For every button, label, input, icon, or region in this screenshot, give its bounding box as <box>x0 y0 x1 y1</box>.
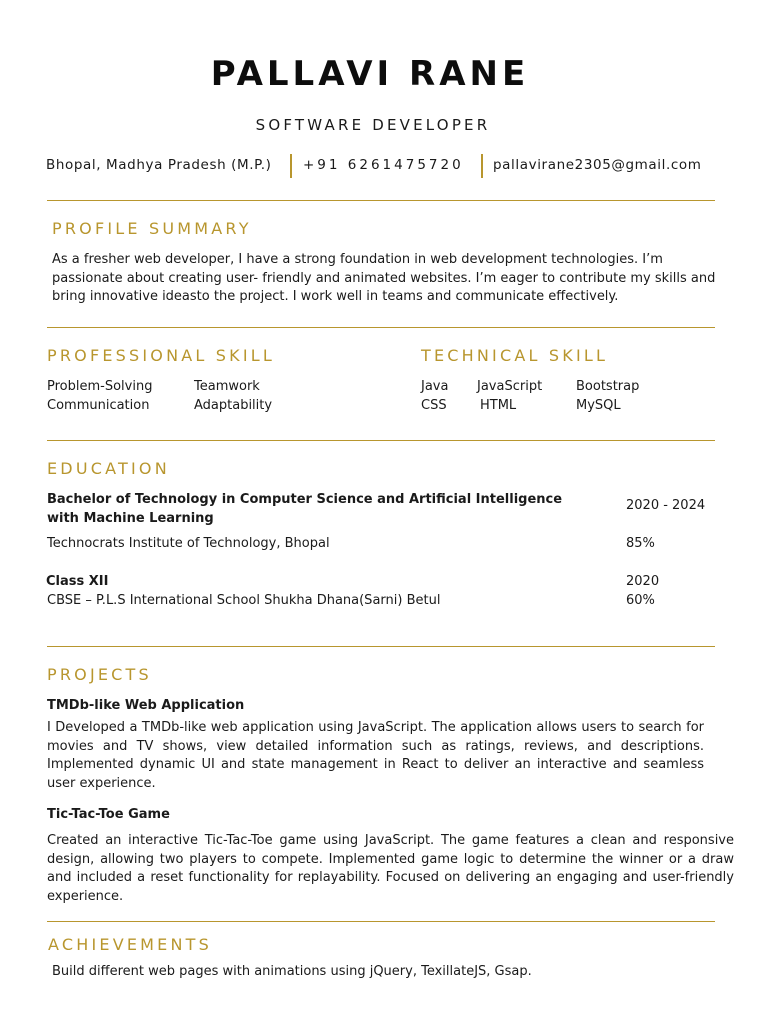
degree-title: Class XII <box>46 574 109 589</box>
email-link[interactable]: pallavirane2305@gmail.com <box>493 157 702 173</box>
skill-item: Adaptability <box>194 398 273 413</box>
education-years: 2020 - 2024 <box>626 498 706 513</box>
degree-title-continued: with Machine Learning <box>47 511 214 526</box>
project-title: Tic-Tac-Toe Game <box>47 807 170 822</box>
degree-title: Bachelor of Technology in Computer Science and Artificial Intelligence <box>47 492 563 507</box>
location-text: Bhopal, Madhya Pradesh (M.P.) <box>46 157 272 173</box>
technical-skill-heading: TECHNICAL SKILL <box>421 346 609 365</box>
project-title: TMDb-like Web Application <box>47 698 245 713</box>
tech-skill-item: Java <box>421 379 449 394</box>
skill-item: Teamwork <box>194 379 260 394</box>
tech-skill-item: CSS <box>421 398 447 413</box>
achievement-text: Build different web pages with animations using jQuery, TexillateJS, Gsap. <box>52 964 532 979</box>
section-divider <box>47 646 715 647</box>
job-title: SOFTWARE DEVELOPER <box>255 116 491 134</box>
contact-divider <box>290 154 292 178</box>
education-heading: EDUCATION <box>47 459 170 478</box>
skill-item: Communication <box>47 398 150 413</box>
candidate-name: PALLAVI RANE <box>210 54 530 94</box>
profile-summary-heading: PROFILE SUMMARY <box>52 219 252 238</box>
contact-divider <box>481 154 483 178</box>
education-years: 2020 <box>626 574 660 589</box>
phone-text: +91 6261475720 <box>303 157 464 173</box>
section-divider <box>47 921 715 922</box>
projects-heading: PROJECTS <box>47 665 152 684</box>
section-divider <box>47 327 715 328</box>
tech-skill-item: HTML <box>480 398 517 413</box>
tech-skill-item: MySQL <box>576 398 621 413</box>
skill-item: Problem-Solving <box>47 379 153 394</box>
profile-summary-text: As a fresher web developer, I have a strong foundation in web development technologies. I’m passionate about creating user- friendly and animated websites. I’m eager to contribute my skills and bring innovative ideasto the project. I work well in teams and communicate effectively. <box>52 252 716 304</box>
achievements-heading: ACHIEVEMENTS <box>48 935 212 954</box>
tech-skill-item: JavaScript <box>477 379 543 394</box>
institution-name: Technocrats Institute of Technology, Bhopal <box>47 536 330 551</box>
tech-skill-item: Bootstrap <box>576 379 640 394</box>
education-score: 60% <box>626 593 655 608</box>
education-score: 85% <box>626 536 655 551</box>
project-description: I Developed a TMDb-like web application using JavaScript. The application allows users to search for movies and TV shows, view detailed information such as ratings, reviews, and descriptions. Implemented dynamic UI and state management in React to deliver an interactive and seamless user experience. <box>47 720 704 791</box>
professional-skill-heading: PROFESSIONAL SKILL <box>47 346 276 365</box>
section-divider <box>47 440 715 441</box>
section-divider <box>47 200 715 201</box>
institution-name: CBSE – P.L.S International School Shukha Dhana(Sarni) Betul <box>47 593 441 608</box>
project-description: Created an interactive Tic-Tac-Toe game using JavaScript. The game features a clean and responsive design, allowing two players to compete. Implemented game logic to determine the winner or a draw and included a reset functionality for replayability. Focused on delivering an engaging and user-friendly experience. <box>47 833 734 904</box>
